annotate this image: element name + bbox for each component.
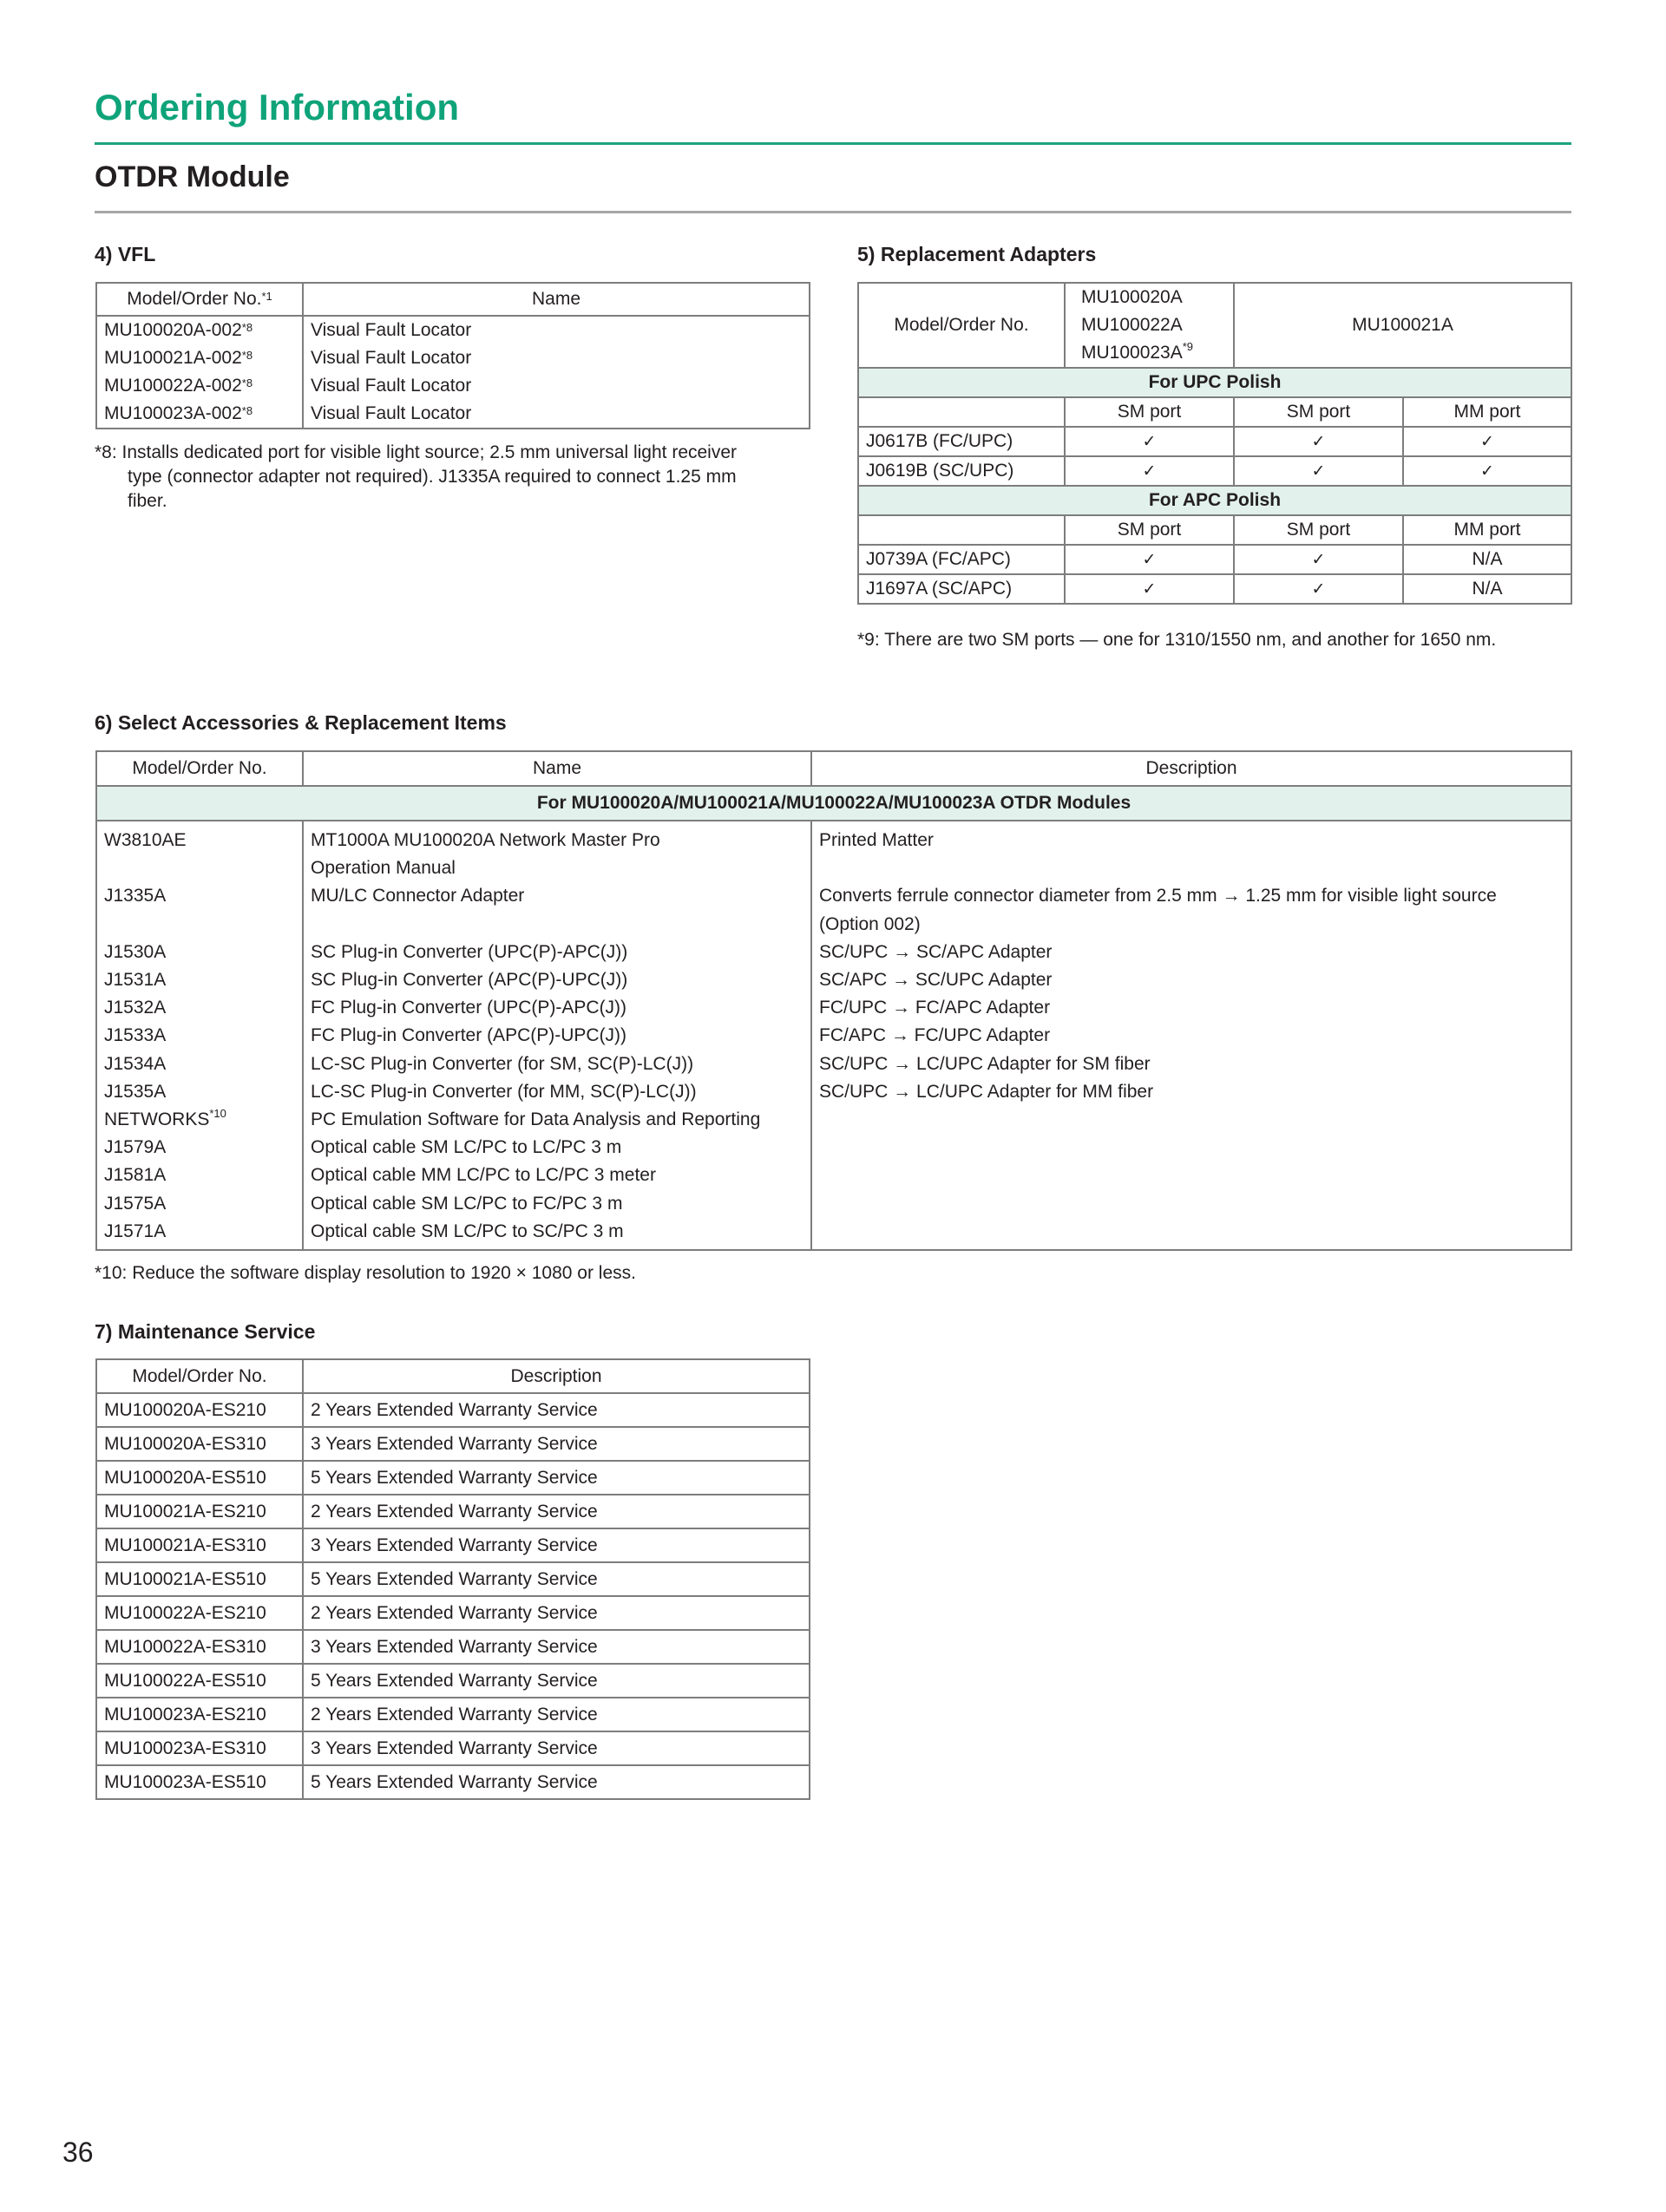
footnote-10: *10: Reduce the software display resolution to 1920 × 1080 or less. [95, 1263, 636, 1283]
value-cell: N/A [1403, 574, 1571, 604]
check-icon: ✓ [1403, 456, 1571, 486]
model-cell: MU100020A-ES510 [96, 1461, 303, 1495]
table-row [96, 1528, 810, 1562]
band-row [858, 368, 1571, 397]
model-cell: MU100020A-ES210 [96, 1393, 303, 1427]
band-row [96, 786, 1571, 821]
description-cell: 5 Years Extended Warranty Service [303, 1562, 810, 1596]
check-icon: ✓ [1065, 574, 1234, 604]
table-row [96, 372, 810, 400]
table-row [96, 1731, 810, 1765]
model-cell: J0739A (FC/APC) [858, 545, 1065, 574]
table-row [96, 316, 810, 344]
description-cell: 5 Years Extended Warranty Service [303, 1765, 810, 1799]
column-header: Model/Order No. [96, 751, 303, 786]
model-group-b: MU100021A [1234, 283, 1571, 368]
apc-band: For APC Polish [858, 486, 1571, 515]
model-cell: MU100022A-002$^{*8}$ [96, 372, 303, 400]
description-cell: 3 Years Extended Warranty Service [303, 1731, 810, 1765]
description-cell: 3 Years Extended Warranty Service [303, 1427, 810, 1461]
accessories-heading: 6) Select Accessories & Replacement Items [95, 711, 507, 734]
adapters-heading: 5) Replacement Adapters [857, 243, 1097, 265]
table-header-row [96, 283, 810, 316]
band-row [858, 486, 1571, 515]
table-row [96, 1664, 810, 1698]
table-row [96, 1630, 810, 1664]
model-cell: MU100021A-ES210 [96, 1495, 303, 1528]
table-row [96, 1461, 810, 1495]
model-cell: J1697A (SC/APC) [858, 574, 1065, 604]
title-divider [95, 142, 1571, 145]
model-cell: MU100021A-ES510 [96, 1562, 303, 1596]
table-row [96, 1596, 810, 1630]
description-cell: 2 Years Extended Warranty Service [303, 1698, 810, 1731]
name-column: MT1000A MU100020A Network Master Pro Operation Manual MU/LC Connector Adapter SC Plug-in Converter (UPC(P)-APC(J)) SC Plug-in Converter (APC(P)-UPC(J)) FC Plug-in Converter (UPC(P)-APC(J)) FC Plug-in Converter (APC(P)-UPC(J)) LC-SC Plug-in Converter (for SM, SC(P)-LC(J)) LC-SC Plug-in Converter (for MM, SC(P)-LC(J)) PC Emulation Software for Data Analysis and Reporting Optical cable SM LC/PC to LC/PC 3 m Optical cable MM LC/PC to LC/PC 3 meter Optical cable SM LC/PC to FC/PC 3 m Optical cable SM LC/PC to SC/PC 3 m [303, 821, 811, 1250]
table-row [96, 1562, 810, 1596]
name-cell: Visual Fault Locator [303, 316, 810, 344]
column-header: Description [811, 751, 1571, 786]
description-cell: 2 Years Extended Warranty Service [303, 1393, 810, 1427]
table-row [96, 1495, 810, 1528]
model-cell: MU100020A-ES310 [96, 1427, 303, 1461]
description-cell: 3 Years Extended Warranty Service [303, 1528, 810, 1562]
modules-band: For MU100020A/MU100021A/MU100022A/MU100023A OTDR Modules [96, 786, 1571, 821]
model-cell: MU100022A-ES510 [96, 1664, 303, 1698]
check-icon: ✓ [1403, 427, 1571, 456]
table-header-row [96, 751, 1571, 786]
column-header: Name [303, 283, 810, 316]
model-cell: MU100022A-ES210 [96, 1596, 303, 1630]
maintenance-table [95, 1358, 810, 1800]
table-header-row [96, 1359, 810, 1393]
check-icon: ✓ [1234, 574, 1403, 604]
name-cell: Visual Fault Locator [303, 344, 810, 372]
table-header-row [858, 283, 1571, 368]
port-header: SM port [1065, 515, 1234, 545]
table-row [96, 1698, 810, 1731]
model-column: W3810AE J1335A J1530A J1531A J1532A J1533A J1534A J1535A NETWORKS$^{*10}$ J1579A J1581A J1575A J1571A [96, 821, 303, 1250]
model-group-a: MU100020A MU100022A $MU100023A^{*9}$ [1065, 283, 1234, 368]
vfl-heading: 4) VFL [95, 243, 156, 265]
page-title: Ordering Information [95, 87, 459, 128]
vfl-table [95, 282, 810, 429]
check-icon: ✓ [1234, 456, 1403, 486]
name-cell: Visual Fault Locator [303, 400, 810, 429]
table-row [858, 456, 1571, 486]
port-header: MM port [1403, 397, 1571, 427]
description-cell: 5 Years Extended Warranty Service [303, 1664, 810, 1698]
check-icon: ✓ [1065, 427, 1234, 456]
port-header-row [858, 397, 1571, 427]
maintenance-heading: 7) Maintenance Service [95, 1320, 316, 1343]
table-row [858, 545, 1571, 574]
check-icon: ✓ [1234, 545, 1403, 574]
footnote-8: *8: Installs dedicated port for visible light source; 2.5 mm universal light receiver type (connector adapter not required). J1335A required to connect 1.25 mm fiber. [95, 442, 738, 511]
column-header: Model/Order No. [858, 283, 1065, 368]
page-number: 36 [62, 2137, 94, 2168]
model-cell: MU100021A-002$^{*8}$ [96, 344, 303, 372]
description-cell: 5 Years Extended Warranty Service [303, 1461, 810, 1495]
table-row [96, 1427, 810, 1461]
description-cell: 2 Years Extended Warranty Service [303, 1495, 810, 1528]
model-cell: MU100020A-002$^{*8}$ [96, 316, 303, 344]
port-header: MM port [1403, 515, 1571, 545]
model-cell: MU100023A-002$^{*8}$ [96, 400, 303, 429]
column-header: Name [303, 751, 811, 786]
port-header: SM port [1234, 397, 1403, 427]
model-cell: J0617B (FC/UPC) [858, 427, 1065, 456]
section-divider [95, 211, 1571, 213]
model-cell: MU100023A-ES510 [96, 1765, 303, 1799]
adapters-table [857, 282, 1572, 605]
port-header: SM port [1234, 515, 1403, 545]
table-row [96, 344, 810, 372]
table-row [858, 427, 1571, 456]
check-icon: ✓ [1234, 427, 1403, 456]
section-title: OTDR Module [95, 160, 290, 193]
model-cell: MU100023A-ES210 [96, 1698, 303, 1731]
model-cell: MU100021A-ES310 [96, 1528, 303, 1562]
check-icon: ✓ [1065, 456, 1234, 486]
upc-band: For UPC Polish [858, 368, 1571, 397]
table-row [96, 400, 810, 429]
table-row [96, 1393, 810, 1427]
model-cell: J0619B (SC/UPC) [858, 456, 1065, 486]
column-header: Description [303, 1359, 810, 1393]
description-column: Printed Matter Converts ferrule connector diameter from 2.5 mm → 1.25 mm for visible light source (Option 002) SC/UPC → SC/APC Adapter SC/APC → SC/UPC Adapter FC/UPC → FC/APC Adapter FC/APC → FC/UPC Adapter SC/UPC → LC/UPC Adapter for SM fiber SC/UPC → LC/UPC Adapter for MM fiber [811, 821, 1571, 1250]
value-cell: N/A [1403, 545, 1571, 574]
model-cell: MU100023A-ES310 [96, 1731, 303, 1765]
column-header: Model/Order No. [96, 1359, 303, 1393]
name-cell: Visual Fault Locator [303, 372, 810, 400]
description-cell: 3 Years Extended Warranty Service [303, 1630, 810, 1664]
table-row [858, 574, 1571, 604]
accessories-table [95, 750, 1572, 1251]
port-header: SM port [1065, 397, 1234, 427]
model-cell: MU100022A-ES310 [96, 1630, 303, 1664]
port-header-row [858, 515, 1571, 545]
column-header: Model/Order No.$^{*1}$ [96, 283, 303, 316]
check-icon: ✓ [1065, 545, 1234, 574]
footnote-9: *9: There are two SM ports — one for 1310/1550 nm, and another for 1650 nm. [857, 630, 1497, 650]
table-row [96, 1765, 810, 1799]
table-body-row [96, 821, 1571, 1250]
description-cell: 2 Years Extended Warranty Service [303, 1596, 810, 1630]
